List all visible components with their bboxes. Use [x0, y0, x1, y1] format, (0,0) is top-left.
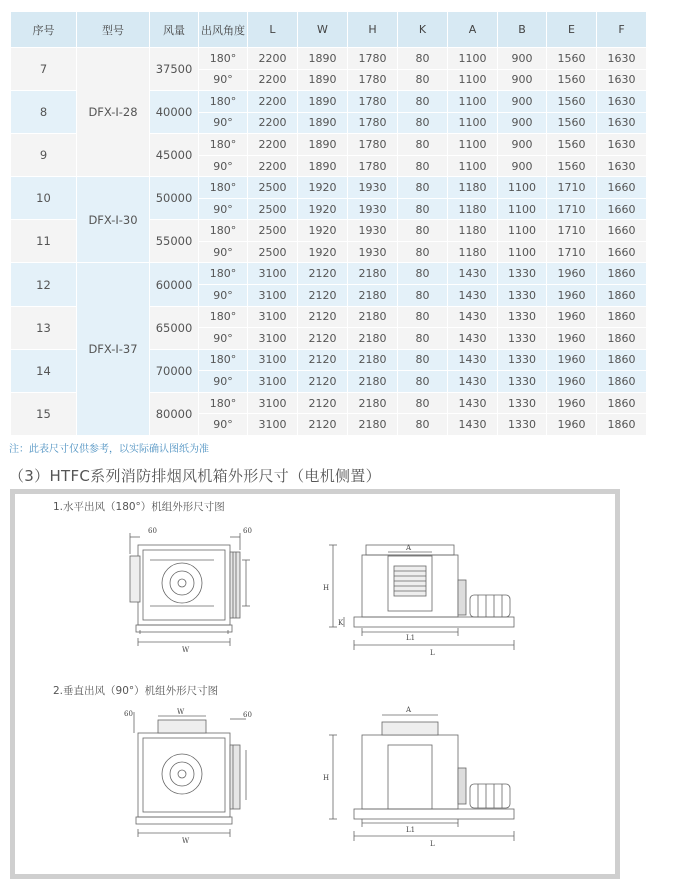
dim-w-2: W: [182, 837, 190, 845]
dim-l-1: L: [430, 649, 435, 657]
cell-angle: 90°: [199, 328, 248, 350]
cell-value: 1330: [498, 263, 547, 285]
cell-angle: 180°: [199, 91, 248, 113]
side-view-horizontal: [329, 545, 514, 650]
cell-value: 1960: [547, 306, 597, 328]
cell-value: 1780: [348, 69, 398, 91]
cell-value: 1780: [348, 155, 398, 177]
cell-value: 1920: [298, 241, 348, 263]
cell-value: 80: [398, 392, 448, 414]
cell-value: 2500: [248, 198, 298, 220]
cell-value: 900: [498, 48, 547, 70]
cell-value: 1100: [448, 48, 498, 70]
cell-value: 1430: [448, 285, 498, 307]
side-view-vertical: [329, 715, 514, 841]
cell-value: 2120: [298, 349, 348, 371]
cell-value: 2120: [298, 414, 348, 436]
cell-value: 1660: [597, 177, 647, 199]
cell-value: 1100: [448, 155, 498, 177]
cell-value: 1180: [448, 198, 498, 220]
cell-model: DFX-I-30: [77, 177, 150, 263]
cell-value: 80: [398, 155, 448, 177]
cell-value: 2120: [298, 392, 348, 414]
cell-value: 2180: [348, 414, 398, 436]
cell-value: 80: [398, 134, 448, 156]
cell-seq: 9: [11, 134, 77, 177]
cell-flow: 40000: [150, 91, 199, 134]
cell-value: 1860: [597, 306, 647, 328]
cell-seq: 8: [11, 91, 77, 134]
cell-angle: 180°: [199, 349, 248, 371]
cell-value: 1890: [298, 112, 348, 134]
cell-value: 1960: [547, 371, 597, 393]
cell-value: 1710: [547, 220, 597, 242]
cell-value: 1890: [298, 69, 348, 91]
cell-model: DFX-I-28: [77, 48, 150, 177]
cell-value: 1330: [498, 349, 547, 371]
cell-value: 1560: [547, 155, 597, 177]
cell-value: 1330: [498, 328, 547, 350]
cell-value: 1890: [298, 134, 348, 156]
cell-value: 1430: [448, 414, 498, 436]
cell-value: 1960: [547, 392, 597, 414]
dim-60-v-left: 60: [124, 710, 133, 718]
cell-angle: 180°: [199, 220, 248, 242]
cell-value: 2200: [248, 91, 298, 113]
cell-angle: 90°: [199, 112, 248, 134]
cell-flow: 65000: [150, 306, 199, 349]
dim-h-1: H: [323, 584, 330, 592]
cell-value: 1660: [597, 220, 647, 242]
cell-value: 2120: [298, 263, 348, 285]
cell-seq: 11: [11, 220, 77, 263]
cell-value: 1930: [348, 198, 398, 220]
cell-value: 80: [398, 69, 448, 91]
cell-value: 1710: [547, 241, 597, 263]
cell-value: 1660: [597, 241, 647, 263]
cell-value: 1930: [348, 177, 398, 199]
cell-value: 2500: [248, 177, 298, 199]
dim-w-1: W: [182, 646, 190, 654]
cell-value: 1860: [597, 414, 647, 436]
cell-value: 1560: [547, 91, 597, 113]
cell-flow: 37500: [150, 48, 199, 91]
cell-value: 1780: [348, 48, 398, 70]
front-view-vertical: [134, 712, 246, 837]
cell-value: 3100: [248, 328, 298, 350]
cell-value: 1780: [348, 112, 398, 134]
cell-value: 1100: [448, 112, 498, 134]
header-h: H: [348, 12, 398, 48]
cell-flow: 80000: [150, 392, 199, 435]
cell-value: 1860: [597, 285, 647, 307]
dim-a-2: A: [406, 706, 412, 714]
cell-value: 2120: [298, 285, 348, 307]
cell-value: 1330: [498, 285, 547, 307]
cell-value: 1920: [298, 220, 348, 242]
header-model: 型号: [77, 12, 150, 48]
cell-value: 2180: [348, 306, 398, 328]
cell-value: 3100: [248, 349, 298, 371]
cell-angle: 180°: [199, 177, 248, 199]
dim-l1-2: L1: [406, 826, 416, 834]
header-l: L: [248, 12, 298, 48]
cell-value: 1430: [448, 349, 498, 371]
cell-value: 80: [398, 328, 448, 350]
front-view-horizontal: [130, 533, 250, 646]
cell-seq: 12: [11, 263, 77, 306]
cell-value: 1430: [448, 306, 498, 328]
cell-value: 1100: [498, 241, 547, 263]
cell-value: 1560: [547, 112, 597, 134]
cell-value: 2180: [348, 263, 398, 285]
cell-value: 80: [398, 220, 448, 242]
cell-angle: 90°: [199, 371, 248, 393]
cell-angle: 90°: [199, 155, 248, 177]
cell-value: 1100: [448, 91, 498, 113]
cell-value: 1430: [448, 392, 498, 414]
cell-value: 900: [498, 69, 547, 91]
cell-flow: 55000: [150, 220, 199, 263]
cell-seq: 7: [11, 48, 77, 91]
cell-angle: 90°: [199, 241, 248, 263]
cell-value: 3100: [248, 392, 298, 414]
cell-value: 1710: [547, 177, 597, 199]
cell-value: 1860: [597, 349, 647, 371]
cell-angle: 90°: [199, 414, 248, 436]
cell-angle: 180°: [199, 263, 248, 285]
cell-value: 80: [398, 91, 448, 113]
cell-value: 3100: [248, 285, 298, 307]
cell-value: 1330: [498, 414, 547, 436]
cell-flow: 50000: [150, 177, 199, 220]
cell-value: 1630: [597, 69, 647, 91]
cell-value: 2180: [348, 285, 398, 307]
cell-seq: 10: [11, 177, 77, 220]
cell-value: 2180: [348, 328, 398, 350]
cell-value: 2180: [348, 349, 398, 371]
cell-value: 1100: [448, 134, 498, 156]
header-angle: 出风角度: [199, 12, 248, 48]
cell-value: 1560: [547, 69, 597, 91]
cell-value: 1780: [348, 134, 398, 156]
dim-60-right: 60: [243, 527, 252, 535]
cell-value: 1860: [597, 371, 647, 393]
cell-value: 1890: [298, 48, 348, 70]
cell-value: 1860: [597, 263, 647, 285]
cell-value: 2120: [298, 306, 348, 328]
cell-value: 900: [498, 112, 547, 134]
cell-flow: 45000: [150, 134, 199, 177]
header-b: B: [498, 12, 547, 48]
cell-value: 1860: [597, 392, 647, 414]
header-a: A: [448, 12, 498, 48]
header-flow: 风量: [150, 12, 199, 48]
dim-k-1: K: [338, 619, 344, 627]
cell-value: 1630: [597, 48, 647, 70]
cell-value: 1100: [448, 69, 498, 91]
cell-model: DFX-I-37: [77, 263, 150, 435]
cell-value: 3100: [248, 414, 298, 436]
cell-value: 1780: [348, 91, 398, 113]
cell-value: 900: [498, 91, 547, 113]
cell-value: 3100: [248, 306, 298, 328]
cell-seq: 15: [11, 392, 77, 435]
cell-value: 1100: [498, 198, 547, 220]
drawing-caption-horizontal: 1.水平出风（180°）机组外形尺寸图: [53, 501, 225, 513]
cell-value: 2200: [248, 155, 298, 177]
cell-value: 1630: [597, 155, 647, 177]
cell-value: 2180: [348, 392, 398, 414]
cell-value: 80: [398, 112, 448, 134]
cell-value: 2200: [248, 112, 298, 134]
cell-value: 1180: [448, 241, 498, 263]
cell-flow: 60000: [150, 263, 199, 306]
cell-value: 80: [398, 371, 448, 393]
dim-l1-1: L1: [406, 634, 416, 642]
cell-value: 1930: [348, 220, 398, 242]
cell-angle: 90°: [199, 198, 248, 220]
cell-value: 1100: [498, 220, 547, 242]
cell-value: 1960: [547, 328, 597, 350]
cell-value: 1890: [298, 155, 348, 177]
cell-value: 2120: [298, 371, 348, 393]
cell-value: 900: [498, 134, 547, 156]
cell-value: 1630: [597, 112, 647, 134]
cell-value: 1890: [298, 91, 348, 113]
cell-value: 1100: [498, 177, 547, 199]
cell-value: 1180: [448, 220, 498, 242]
header-w: W: [298, 12, 348, 48]
cell-value: 80: [398, 263, 448, 285]
cell-value: 1630: [597, 91, 647, 113]
cell-value: 2200: [248, 48, 298, 70]
cell-seq: 13: [11, 306, 77, 349]
cell-value: 1960: [547, 285, 597, 307]
cell-value: 1330: [498, 392, 547, 414]
cell-value: 80: [398, 306, 448, 328]
cell-value: 1660: [597, 198, 647, 220]
cell-angle: 90°: [199, 285, 248, 307]
dim-a-1: A: [406, 544, 412, 552]
dim-l-2: L: [430, 840, 435, 848]
header-seq: 序号: [11, 12, 77, 48]
cell-value: 1960: [547, 414, 597, 436]
cell-value: 2180: [348, 371, 398, 393]
cell-value: 80: [398, 414, 448, 436]
section-title: （3）HTFC系列消防排烟风机箱外形尺寸（电机侧置）: [9, 467, 381, 485]
cell-value: 2500: [248, 241, 298, 263]
header-f: F: [597, 12, 647, 48]
header-e: E: [547, 12, 597, 48]
cell-value: 1430: [448, 371, 498, 393]
cell-value: 80: [398, 241, 448, 263]
cell-angle: 180°: [199, 306, 248, 328]
header-k: K: [398, 12, 448, 48]
cell-value: 1180: [448, 177, 498, 199]
cell-angle: 180°: [199, 392, 248, 414]
cell-value: 1920: [298, 198, 348, 220]
cell-value: 1920: [298, 177, 348, 199]
cell-value: 1860: [597, 328, 647, 350]
cell-value: 1330: [498, 306, 547, 328]
cell-value: 1430: [448, 263, 498, 285]
drawing-caption-vertical: 2.垂直出风（90°）机组外形尺寸图: [53, 685, 219, 697]
dim-60-v-right: 60: [243, 711, 252, 719]
cell-value: 80: [398, 285, 448, 307]
cell-value: 1560: [547, 134, 597, 156]
cell-angle: 180°: [199, 48, 248, 70]
dim-w-top-2: W: [177, 708, 185, 716]
cell-seq: 14: [11, 349, 77, 392]
dim-60-left: 60: [148, 527, 157, 535]
cell-value: 80: [398, 48, 448, 70]
cell-value: 80: [398, 177, 448, 199]
cell-value: 1560: [547, 48, 597, 70]
table-note: 注：此表尺寸仅供参考，以实际确认图纸为准: [9, 444, 209, 455]
cell-value: 1960: [547, 263, 597, 285]
cell-angle: 180°: [199, 134, 248, 156]
cell-value: 1930: [348, 241, 398, 263]
cell-value: 1710: [547, 198, 597, 220]
cell-value: 2200: [248, 69, 298, 91]
cell-value: 3100: [248, 263, 298, 285]
cell-value: 3100: [248, 371, 298, 393]
cell-value: 1330: [498, 371, 547, 393]
cell-flow: 70000: [150, 349, 199, 392]
cell-value: 1960: [547, 349, 597, 371]
dim-h-2: H: [323, 774, 330, 782]
cell-value: 900: [498, 155, 547, 177]
cell-value: 2200: [248, 134, 298, 156]
cell-value: 80: [398, 349, 448, 371]
cell-value: 1430: [448, 328, 498, 350]
cell-value: 2120: [298, 328, 348, 350]
cell-angle: 90°: [199, 69, 248, 91]
cell-value: 1630: [597, 134, 647, 156]
cell-value: 2500: [248, 220, 298, 242]
cell-value: 80: [398, 198, 448, 220]
